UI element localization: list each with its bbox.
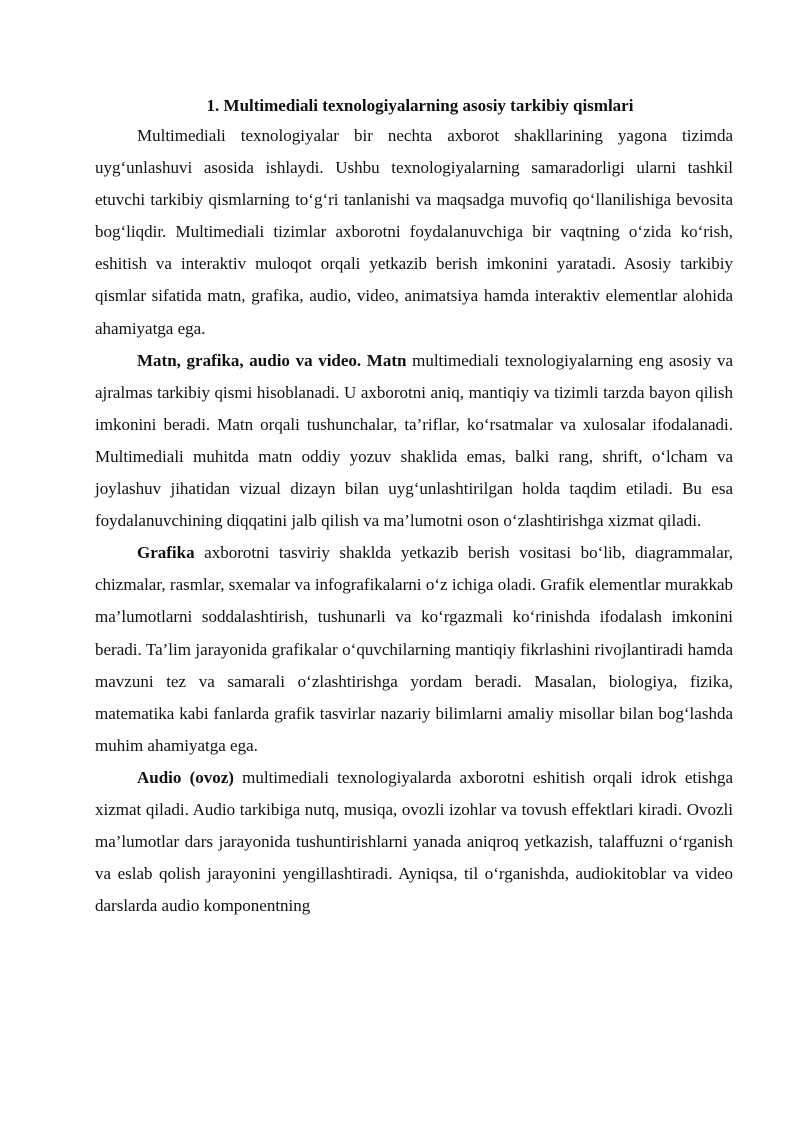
paragraph-text: multimediali texnologiyalarda axborotni eshitish orqali idrok etishga xizmat qiladi. Audio tarkibiga nutq, musiqa, ovozli izohlar va tovush effektlari kiradi. Ovozli ma’lumotlar dars jarayonida tushuntirishlarni yanada aniqroq yetkazish, talaffuzni o‘rganish va eslab qolish jarayonini yengillashtiradi. Ayniqsa, til o‘rganishda, audiokitoblar va video darslarda audio komponentning	[95, 767, 734, 916]
paragraph-graphics	[95, 537, 733, 762]
paragraph-intro	[95, 120, 733, 345]
section-heading: 1. Multimediali texnologiyalarning asosiy tarkibiy qismlari	[206, 96, 634, 115]
paragraph-text: Multimediali texnologiyalar bir nechta axborot shakllarining yagona tizimda uyg‘unlashuvi asosida ishlaydi. Ushbu texnologiyalarning samaradorligi ularni tashkil etuvchi tarkibiy qismlarning to‘g‘ri tanlanishi va maqsadga muvofiq qo‘llanilishiga bevosita bog‘liqdir. Multimediali tizimlar axborotni foydalanuvchiga bir vaqtning o‘zida ko‘rish, eshitish va interaktiv muloqot orqali yetkazib berish imkonini yaratadi. Asosiy tarkibiy qismlar sifatida matn, grafika, audio, video, animatsiya hamda interaktiv elementlar alohida ahamiyatga ega.	[95, 126, 733, 338]
paragraph-lead: Matn, grafika, audio va video. Matn	[137, 350, 407, 370]
document-page	[95, 95, 733, 922]
paragraph-text: multimediali texnologiyalarning eng asosiy va ajralmas tarkibiy qismi hisoblanadi. U axborotni aniq, mantiqiy va tizimli tarzda bayon qilish imkonini beradi. Matn orqali tushunchalar, ta’riflar, ko‘rsatmalar va xulosalar ifodalanadi. Multimediali muhitda matn oddiy yozuv shaklida emas, balki rang, shrift, o‘lcham va joylashuv jihatidan vizual dizayn bilan uyg‘unlashtirilgan holda taqdim etiladi. Bu esa foydalanuvchining diqqatini jalb qilish va ma’lumotni oson o‘zlashtirishga xizmat qiladi.	[95, 350, 733, 531]
paragraph-audio	[95, 762, 733, 922]
paragraph-lead: Audio (ovoz)	[137, 767, 234, 787]
paragraph-lead: Grafika	[137, 543, 195, 563]
paragraph-text-graphics-audio-video	[95, 345, 733, 538]
paragraph-text: axborotni tasviriy shaklda yetkazib berish vositasi bo‘lib, diagrammalar, chizmalar, rasmlar, sxemalar va infografikalarni o‘z ichiga oladi. Grafik elementlar murakkab ma’lumotlarni soddalashtirish, tushunarli va ko‘rgazmali ko‘rinishda ifodalash imkonini beradi. Ta’lim jarayonida grafikalar o‘quvchilarning mantiqiy fikrlashini rivojlantiradi hamda mavzuni tez va samarali o‘zlashtirishga yordam beradi. Masalan, biologiya, fizika, matematika kabi fanlarda grafik tasvirlar nazariy bilimlarni amaliy misollar bilan bog‘lashda muhim ahamiyatga ega.	[95, 543, 733, 755]
